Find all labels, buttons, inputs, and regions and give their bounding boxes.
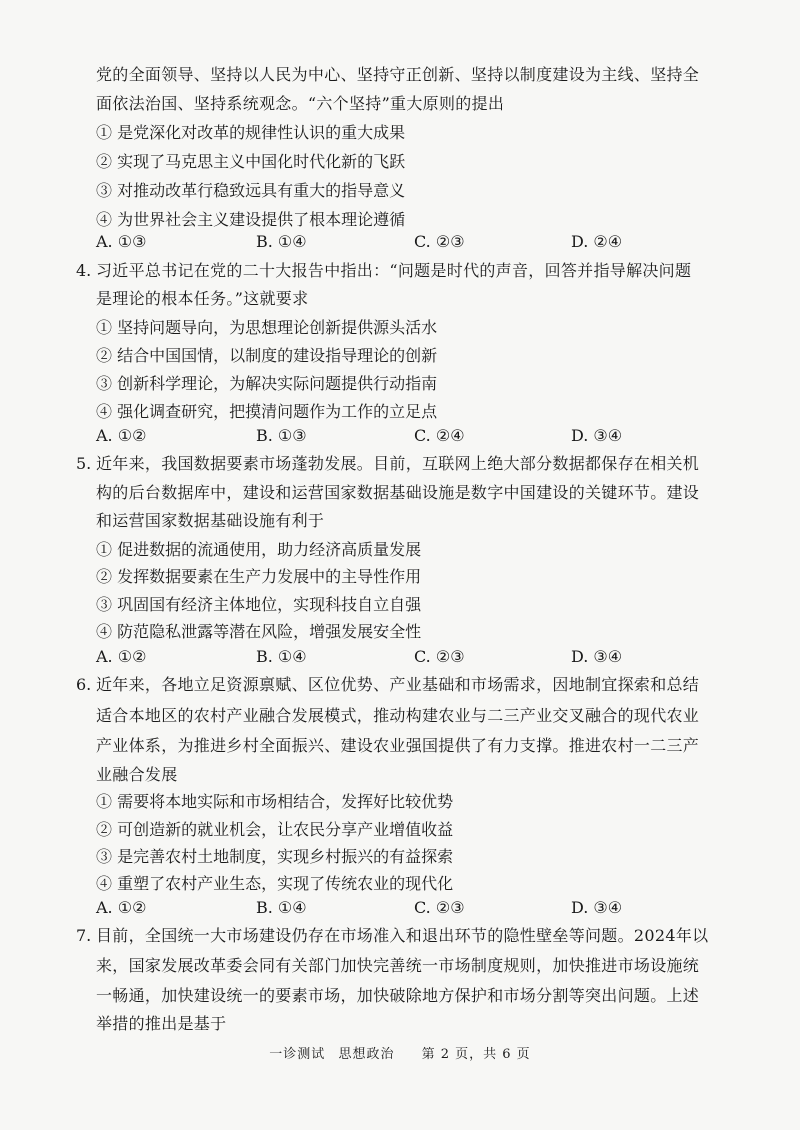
q3-option-4: ④ 为世界社会主义建设提供了根本理论遵循 (96, 210, 406, 229)
q5-option-3: ③ 巩固国有经济主体地位，实现科技自立自强 (96, 595, 422, 614)
footer-exam: 一诊测试 (269, 1047, 326, 1062)
q5-stem-line-3: 和运营国家数据基础设施有利于 (96, 511, 325, 530)
q4-choice-b: B. ①③ (256, 426, 307, 445)
q3-stem-line-1: 党的全面领导、坚持以人民为中心、坚持守正创新、坚持以制度建设为主线、坚持全 (96, 65, 700, 84)
q4-stem-line-2: 是理论的根本任务。”这就要求 (96, 289, 309, 308)
q5-choice-a: A. ①② (96, 647, 147, 666)
q5-stem-line-1: 近年来，我国数据要素市场蓬勃发展。目前，互联网上绝大部分数据都保存在相关机 (96, 454, 700, 473)
q6-option-4: ④ 重塑了农村产业生态，实现了传统农业的现代化 (96, 874, 454, 893)
q3-choice-a: A. ①③ (96, 232, 147, 251)
q6-choice-d: D. ③④ (571, 898, 623, 917)
footer-page-number: 第 2 页，共 6 页 (421, 1047, 531, 1062)
q6-choice-b: B. ①④ (256, 898, 307, 917)
q5-option-2: ② 发挥数据要素在生产力发展中的主导性作用 (96, 567, 422, 586)
q5-choice-d: D. ③④ (571, 647, 623, 666)
q3-option-3: ③ 对推动改革行稳致远具有重大的指导意义 (96, 181, 406, 200)
q4-choice-d: D. ③④ (571, 426, 623, 445)
q3-choices (96, 227, 736, 256)
q6-stem-line-1: 近年来，各地立足资源禀赋、区位优势、产业基础和市场需求，因地制宜探索和总结 (96, 675, 700, 694)
q5-number: 5. (76, 454, 92, 473)
q5-option-1: ① 促进数据的流通使用，助力经济高质量发展 (96, 540, 422, 559)
q4-choice-c: C. ②④ (414, 426, 465, 445)
q4-option-3: ③ 创新科学理论，为解决实际问题提供行动指南 (96, 374, 438, 393)
q4-choice-a: A. ①② (96, 426, 147, 445)
q7-number: 7. (76, 926, 92, 945)
q4-choices (96, 421, 736, 450)
q3-choice-d: D. ②④ (571, 232, 623, 251)
q4-number: 4. (76, 261, 92, 280)
q5-stem-line-2: 构的后台数据库中，建设和运营国家数据基础设施是数字中国建设的关键环节。建设 (96, 483, 700, 502)
q5-choice-c: C. ②③ (414, 647, 465, 666)
q5-option-4: ④ 防范隐私泄露等潜在风险，增强发展安全性 (96, 622, 422, 641)
q6-stem-line-2: 适合本地区的农村产业融合发展模式，推动构建农业与二三产业交叉融合的现代农业 (96, 706, 700, 725)
q3-choice-c: C. ②③ (414, 232, 465, 251)
q5-choices (96, 642, 736, 671)
q4-option-4: ④ 强化调查研究，把摸清问题作为工作的立足点 (96, 402, 438, 421)
q3-option-2: ② 实现了马克思主义中国化时代化新的飞跃 (96, 152, 406, 171)
q3-choice-b: B. ①④ (256, 232, 307, 251)
page-footer (0, 1043, 800, 1062)
q4-option-1: ① 坚持问题导向，为思想理论创新提供源头活水 (96, 318, 438, 337)
q6-choice-a: A. ①② (96, 898, 147, 917)
q4-option-2: ② 结合中国国情，以制度的建设指导理论的创新 (96, 346, 438, 365)
q6-stem-line-3: 产业体系，为推进乡村全面振兴、建设农业强国提供了有力支撑。推进农村一二三产 (96, 736, 700, 755)
q6-choice-c: C. ②③ (414, 898, 465, 917)
q7-stem-line-1: 目前，全国统一大市场建设仍存在市场准入和退出环节的隐性壁垒等问题。2024年以 (96, 926, 709, 945)
q6-option-3: ③ 是完善农村土地制度，实现乡村振兴的有益探索 (96, 847, 454, 866)
q6-option-1: ① 需要将本地实际和市场相结合，发挥好比较优势 (96, 792, 454, 811)
q5-choice-b: B. ①④ (256, 647, 307, 666)
footer-subject: 思想政治 (338, 1047, 395, 1062)
q7-stem-line-2: 来，国家发展改革委会同有关部门加快完善统一市场制度规则，加快推进市场设施统 (96, 956, 700, 975)
q6-number: 6. (76, 675, 92, 694)
q6-option-2: ② 可创造新的就业机会，让农民分享产业增值收益 (96, 820, 454, 839)
q7-stem-line-4: 举措的推出是基于 (96, 1014, 227, 1033)
q3-option-1: ① 是党深化对改革的规律性认识的重大成果 (96, 123, 406, 142)
q4-stem-line-1: 习近平总书记在党的二十大报告中指出：“问题是时代的声音，回答并指导解决问题 (96, 261, 692, 280)
q6-choices (96, 893, 736, 922)
q6-stem-line-4: 业融合发展 (96, 765, 178, 784)
q7-stem-line-3: 一畅通，加快建设统一的要素市场，加快破除地方保护和市场分割等突出问题。上述 (96, 986, 700, 1005)
q3-stem-line-2: 面依法治国、坚持系统观念。“六个坚持”重大原则的提出 (96, 94, 505, 113)
